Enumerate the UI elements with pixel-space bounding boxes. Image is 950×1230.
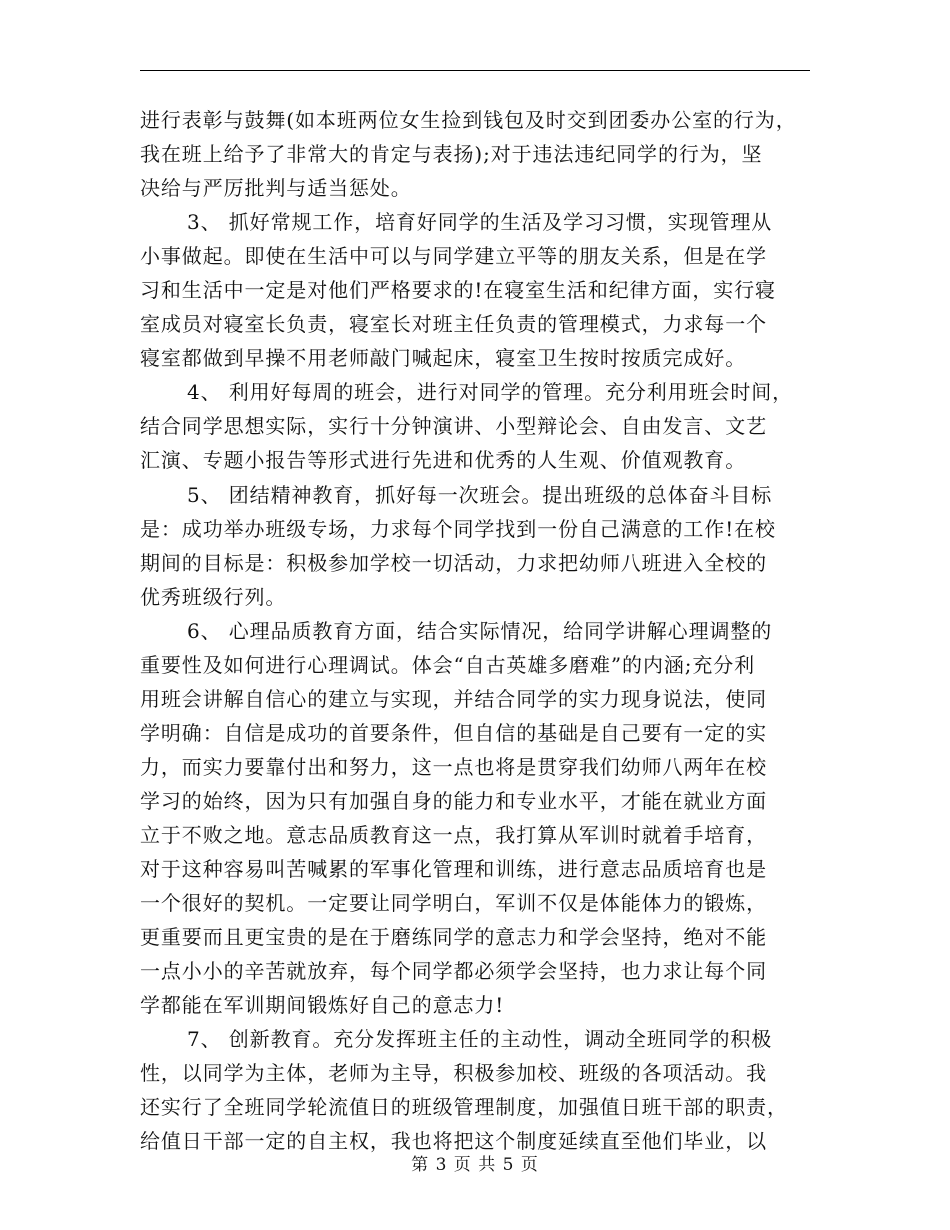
body-line: 一点小小的辛苦就放弃，每个同学都必须学会坚持，也力求让每个同 bbox=[140, 959, 767, 984]
body-line: 室成员对寝室长负责，寝室长对班主任负责的管理模式，力求每一个 bbox=[140, 312, 767, 337]
body-line: 决给与严厉批判与适当惩处。 bbox=[140, 176, 412, 201]
body-line: 一个很好的契机。一定要让同学明白，军训不仅是体能体力的锻炼， bbox=[140, 891, 767, 916]
body-line: 性，以同学为主体，老师为主导，积极参加校、班级的各项活动。我 bbox=[140, 1061, 767, 1086]
body-line: 学都能在军训期间锻炼好自己的意志力! bbox=[140, 993, 505, 1018]
body-line: 寝室都做到早操不用老师敲门喊起床，寝室卫生按时按质完成好。 bbox=[140, 346, 747, 371]
page-number-footer: 第 3 页 共 5 页 bbox=[411, 1155, 539, 1175]
body-line: 对于这种容易叫苦喊累的军事化管理和训练，进行意志品质培育也是 bbox=[140, 857, 767, 882]
body-line: 期间的目标是：积极参加学校一切活动，力求把幼师八班进入全校的 bbox=[140, 550, 767, 575]
body-line: 还实行了全班同学轮流值日的班级管理制度，加强值日班干部的职责， bbox=[140, 1095, 788, 1120]
paragraph-4-first-line: 4、 利用好每周的班会，进行对同学的管理。充分利用班会时间， bbox=[187, 380, 794, 405]
body-line: 学明确：自信是成功的首要条件，但自信的基础是自己要有一定的实 bbox=[140, 720, 767, 745]
paragraph-5-first-line: 5、 团结精神教育，抓好每一次班会。提出班级的总体奋斗目标 bbox=[187, 482, 773, 507]
body-line: 立于不败之地。意志品质教育这一点，我打算从军训时就着手培育， bbox=[140, 822, 767, 847]
body-line: 结合同学思想实际，实行十分钟演讲、小型辩论会、自由发言、文艺 bbox=[140, 414, 767, 439]
body-line: 用班会讲解自信心的建立与实现，并结合同学的实力现身说法，使同 bbox=[140, 686, 767, 711]
body-line: 进行表彰与鼓舞(如本班两位女生捡到钱包及时交到团委办公室的行为， bbox=[140, 108, 797, 132]
document-body bbox=[140, 103, 812, 1158]
body-line: 我在班上给予了非常大的肯定与表扬);对于违法违纪同学的行为，坚 bbox=[140, 142, 763, 167]
paragraph-6-first-line: 6、 心理品质教育方面，结合实际情况，给同学讲解心理调整的 bbox=[187, 618, 773, 643]
paragraph-7-first-line: 7、 创新教育。充分发挥班主任的主动性，调动全班同学的积极 bbox=[187, 1027, 773, 1052]
body-line: 给值日干部一定的自主权，我也将把这个制度延续直至他们毕业，以 bbox=[140, 1129, 767, 1154]
paragraph-3-first-line: 3、 抓好常规工作，培育好同学的生活及学习习惯，实现管理从 bbox=[187, 210, 773, 235]
body-line: 重要性及如何进行心理调试。体会“自古英雄多磨难”的内涵;充分利 bbox=[140, 652, 756, 677]
body-line: 习和生活中一定是对他们严格要求的!在寝室生活和纪律方面，实行寝 bbox=[140, 278, 776, 303]
body-line: 汇演、专题小报告等形式进行先进和优秀的人生观、价值观教育。 bbox=[140, 448, 747, 473]
body-line: 小事做起。即使在生活中可以与同学建立平等的朋友关系，但是在学 bbox=[140, 244, 767, 269]
body-line: 更重要而且更宝贵的是在于磨练同学的意志力和学会坚持，绝对不能 bbox=[140, 925, 767, 950]
header-divider bbox=[140, 70, 810, 71]
body-line: 优秀班级行列。 bbox=[140, 584, 287, 609]
body-line: 学习的始终，因为只有加强自身的能力和专业水平，才能在就业方面 bbox=[140, 788, 767, 813]
body-line: 力，而实力要靠付出和努力，这一点也将是贯穿我们幼师八两年在校 bbox=[140, 754, 767, 779]
body-line: 是：成功举办班级专场，力求每个同学找到一份自己满意的工作!在校 bbox=[140, 516, 776, 541]
